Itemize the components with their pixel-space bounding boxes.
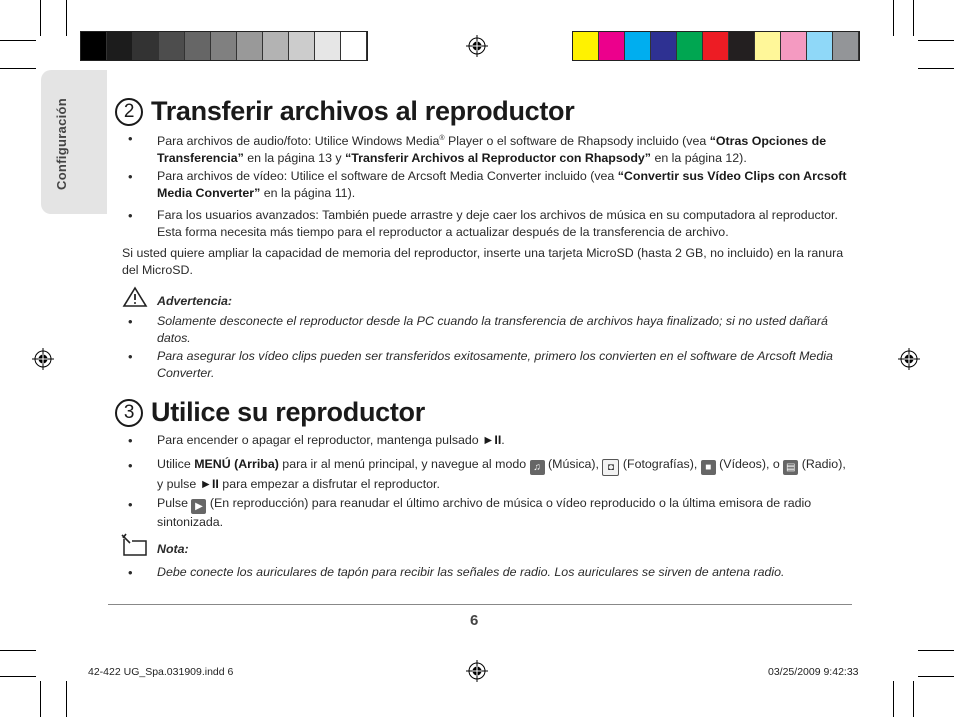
cross-reference: “Otras Opciones de Transferencia”: [157, 134, 827, 166]
color-swatch: [703, 32, 729, 60]
warning-item: Para asegurar los vídeo clips pueden ser transferidos exitosamente, primero los convierten en el software de Arcsoft Media Converter.: [157, 349, 833, 380]
cross-reference: “Convertir sus Vídeo Clips con Arcsoft Media Converter”: [157, 169, 847, 200]
color-swatch: [341, 32, 367, 60]
note-icon: [120, 533, 148, 557]
play-pause-key-icon: ►II: [482, 433, 502, 447]
list-item: [157, 432, 847, 449]
crop-mark: [0, 40, 36, 41]
color-swatch: [781, 32, 807, 60]
section-number: 2: [115, 98, 143, 126]
text: Player o el software de Rhapsody incluido (vea: [444, 134, 710, 149]
color-swatch: [651, 32, 677, 60]
crop-mark: [0, 68, 36, 69]
note-item: Debe conecte los auriculares de tapón para recibir las señales de radio. Los auriculares se sirven de antena radio.: [157, 565, 785, 579]
list-item: [157, 456, 847, 493]
text: para ir al menú principal, y navegue al modo: [278, 457, 530, 471]
warning-icon: [122, 286, 148, 308]
registration-mark-icon: [466, 660, 488, 682]
note-label: Nota:: [157, 542, 189, 556]
crop-mark: [893, 681, 894, 717]
color-swatch: [599, 32, 625, 60]
section-tab: [41, 70, 107, 214]
color-swatch: [755, 32, 781, 60]
color-swatch: [159, 32, 185, 60]
color-swatch: [289, 32, 315, 60]
footer-rule: [108, 604, 852, 605]
text: (Vídeos), o: [719, 457, 780, 471]
color-swatch: [107, 32, 133, 60]
list-item: Fara los usuarios avanzados: También puede arrastre y deje caer los archivos de música en su computadora al reproductor. Esta forma necesita más tiempo para el reproductor a actualizar después de la transferencia de archivo.: [157, 208, 838, 239]
text: en la página 12).: [651, 151, 747, 166]
text: (Fotografías),: [622, 457, 698, 471]
camera-icon: ◘: [602, 459, 619, 476]
color-swatch: [807, 32, 833, 60]
bullet-icon: •: [128, 349, 133, 364]
crop-mark: [893, 0, 894, 36]
text: (Radio), y pulse: [157, 457, 846, 491]
grayscale-color-bar: [80, 31, 368, 61]
registration-mark-icon: [32, 348, 54, 370]
registration-mark-icon: [466, 35, 488, 57]
crop-mark: [40, 681, 41, 717]
color-swatch: [263, 32, 289, 60]
video-icon: ■: [701, 460, 716, 475]
crop-mark: [918, 650, 954, 651]
text: (Música),: [548, 457, 599, 471]
list-item: [157, 168, 847, 202]
color-swatch: [211, 32, 237, 60]
bullet-icon: •: [128, 565, 133, 580]
color-swatch: [573, 32, 599, 60]
section-number: 3: [115, 399, 143, 427]
warning-label: Advertencia:: [157, 294, 233, 308]
text: Para encender o apagar el reproductor, mantenga pulsado: [157, 433, 483, 447]
registration-mark-icon: [898, 348, 920, 370]
text: para empezar a disfrutar el reproductor.: [218, 477, 440, 491]
text: Utilice: [157, 457, 195, 471]
color-swatch: [315, 32, 341, 60]
color-swatch: [833, 32, 859, 60]
now-playing-icon: ▶: [191, 499, 206, 514]
bullet-icon: •: [128, 433, 133, 448]
text: .: [501, 433, 505, 447]
bullet-icon: •: [128, 208, 133, 223]
crop-mark: [0, 676, 36, 677]
body-paragraph: Si usted quiere ampliar la capacidad de memoria del reproductor, inserte una tarjeta MicroSD (hasta 2 GB, no incluido) en la ranura del MicroSD.: [122, 246, 844, 277]
section-tab-label: Configuración: [54, 97, 69, 190]
color-swatch: [625, 32, 651, 60]
color-swatch: [237, 32, 263, 60]
text: Pulse: [157, 496, 192, 510]
crop-mark: [913, 0, 914, 36]
bullet-icon: •: [128, 458, 133, 473]
color-swatch: [729, 32, 755, 60]
crop-mark: [0, 650, 36, 651]
slug-timestamp: 03/25/2009 9:42:33: [768, 666, 859, 678]
text: Para archivos de vídeo: Utilice el software de Arcsoft Media Converter incluido (vea: [157, 169, 618, 183]
color-swatch: [81, 32, 107, 60]
crop-mark: [918, 676, 954, 677]
menu-key-label: MENÚ (Arriba): [194, 457, 279, 471]
text: Para archivos de audio/foto: Utilice Windows Media: [157, 134, 440, 149]
cross-reference: “Transferir Archivos al Reproductor con Rhapsody”: [345, 151, 651, 166]
section-title: Transferir archivos al reproductor: [151, 96, 575, 126]
crop-mark: [66, 0, 67, 36]
section-heading: [115, 96, 574, 127]
page-number: 6: [470, 612, 479, 629]
crop-mark: [913, 681, 914, 717]
process-color-bar: [572, 31, 860, 61]
color-swatch: [677, 32, 703, 60]
bullet-icon: •: [128, 497, 133, 512]
text: en la página 11).: [260, 186, 356, 200]
section-title: Utilice su reproductor: [151, 397, 425, 427]
crop-mark: [40, 0, 41, 36]
registered-mark: ®: [439, 135, 445, 142]
crop-mark: [918, 40, 954, 41]
crop-mark: [66, 681, 67, 717]
slug-filename: 42-422 UG_Spa.031909.indd 6: [88, 666, 234, 678]
color-swatch: [185, 32, 211, 60]
color-swatch: [133, 32, 159, 60]
crop-mark: [918, 68, 954, 69]
bullet-icon: •: [128, 169, 133, 184]
radio-icon: ▤: [783, 460, 798, 475]
text: (En reproducción) para reanudar el último archivo de música o vídeo reproducido o la última emisora de radio sintonizada.: [157, 496, 812, 529]
section-heading: [115, 397, 425, 428]
text: en la página 13 y: [243, 151, 346, 166]
list-item: [157, 495, 847, 531]
bullet-icon: •: [128, 131, 133, 146]
warning-item: Solamente desconecte el reproductor desde la PC cuando la transferencia de archivos haya finalizado; si no usted dañará datos.: [157, 314, 828, 345]
list-item: [157, 130, 847, 167]
bullet-icon: •: [128, 314, 133, 329]
play-pause-key-icon: ►II: [199, 477, 219, 491]
music-icon: ♫: [530, 460, 545, 475]
